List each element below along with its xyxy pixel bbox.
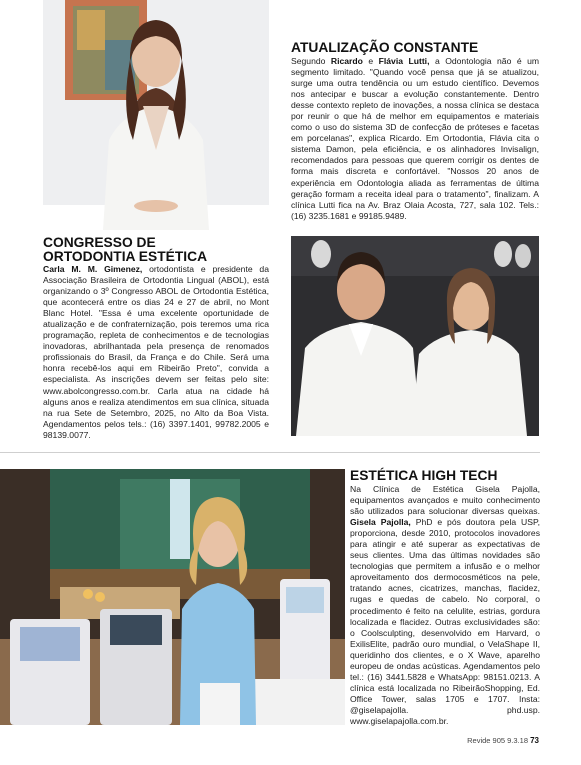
text-estetica-high-tech	[350, 484, 540, 727]
name-gisela-pajolla: Gisela Pajolla,	[350, 517, 411, 528]
text-atualizacao-part2: e	[362, 56, 379, 66]
text-atualizacao-constante	[291, 56, 539, 222]
heading-estetica-high-tech: ESTÉTICA HIGH TECH	[350, 468, 498, 483]
name-ricardo: Ricardo	[330, 56, 363, 66]
heading-congresso-ortodontia	[43, 236, 269, 265]
heading-congresso-line2: ORTODONTIA ESTÉTICA	[43, 249, 208, 265]
photo-gisela-pajolla	[0, 469, 345, 725]
page-folio	[467, 736, 539, 745]
text-congresso-ortodontia	[43, 264, 269, 441]
photo-carla-gimenez	[43, 0, 269, 230]
text-atualizacao-part3: a Odontologia não é um segmento limitado. "Quando você pensa que já se atualizou, surge uma outra tendência ou um estudo científico. Devemos nos antecipar e buscar a evolução constantemente. Dentro desse contexto repleto de inovações, a nossa clínica se destaca por reunir o que há de melhor em equipamentos e materiais como o uso do sistema 3D de confecção de próteses e facetas em porcelanas", explica Ricardo. Em Ortodontia, Flávia cita o sistema Damon, pela eficiência, e os alinhadores Invisalign, recomendados para pessoas que querem corrigir os dentes de forma mais discreta e confortável. "Nossos 20 anos de experiência em Odontologia aliada as ferramentas de última geração formam a receita ideal para o tratamento", finalizam. A clínica Lutti fica na Av. Braz Olaia Acosta, 727, sala 102. Tels.: (16) 3235.1681 e 99185.9489.	[291, 56, 540, 221]
section-divider	[0, 452, 540, 453]
text-congresso-body: ortodontista e presidente da Associação Brasileira de Ortodontia Lingual (ABOL), está organizando o 3º Congresso ABOL de Ortodontia Estética, que acontecerá entre os dias 24 e 27 de abril, no Mont Blanc Hotel. "Essa é uma excelente oportunidade de atualização e de confraternização, pois teremos uma rica programação, repleta de conhecimentos e de tecnologias inovadoras, abrilhantada pela presença de renomados profissionais do Brasil, da França e do Chile. Será uma honra recebê-los aqui em Ribeirão Preto", convida a especialista. As inscrições devem ser feitas pelo site: www.abolcongresso.com.br. Carla atua na cidade há alguns anos e realiza atendimentos em sua clínica, situada na rua Sete de Setembro, 2025, no Alto da Boa Vista. Agendamentos pelos tels.: (16) 3397.1401, 99782.2005 e 98139.0077.	[43, 264, 269, 440]
photo-ricardo-flavia-lutti	[291, 236, 539, 436]
text-estetica-part1: Na Clínica de Estética Gisela Pajolla, equipamentos avançados e muito conhecimento são utilizados para solucionar diversas queixas.	[350, 484, 540, 517]
page-number: 73	[530, 736, 539, 745]
name-carla-gimenez: Carla M. M. Gimenez,	[43, 264, 143, 274]
heading-congresso-line1: CONGRESSO DE	[43, 235, 156, 250]
text-atualizacao-part1: Segundo	[291, 56, 331, 66]
name-flavia-lutti: Flávia Lutti,	[378, 56, 430, 66]
text-estetica-part2: PhD e pós doutora pela USP, proporciona, desde 2010, protocolos inovadores para atingir e até superar as expectativas de seus clientes. Uma das últimas novidades são tecnologias que permitem a infusão e o melhor aproveitamento dos dermocosméticos na pele, tratando acnes, cicatrizes, manchas, flacidez, rugas e quedas de cabelo. No corporal, o procedimento é feito na celulite, estrias, gordura localizada e flacidez. Outras exclusividades são: o Coolsculpting, desenvolvido em Harvard, o ExilisElite, padrão ouro mundial, o VelaShape II, queridinho dos clientes, e o X Wave, aparelho europeu de ondas acústicas. Agendamentos pelo tel.: (16) 3441.5828 e WhatsApp: 98151.0213. A clínica está localizada no RibeirãoShopping, Ed. Office Tower, salas 1705 e 1707. Insta: @giselapajolla. phd.usp. www.giselapajolla.com.br.	[350, 517, 540, 726]
magazine-issue: Revide 905 9.3.18	[467, 736, 528, 745]
heading-atualizacao-constante: ATUALIZAÇÃO CONSTANTE	[291, 40, 479, 55]
